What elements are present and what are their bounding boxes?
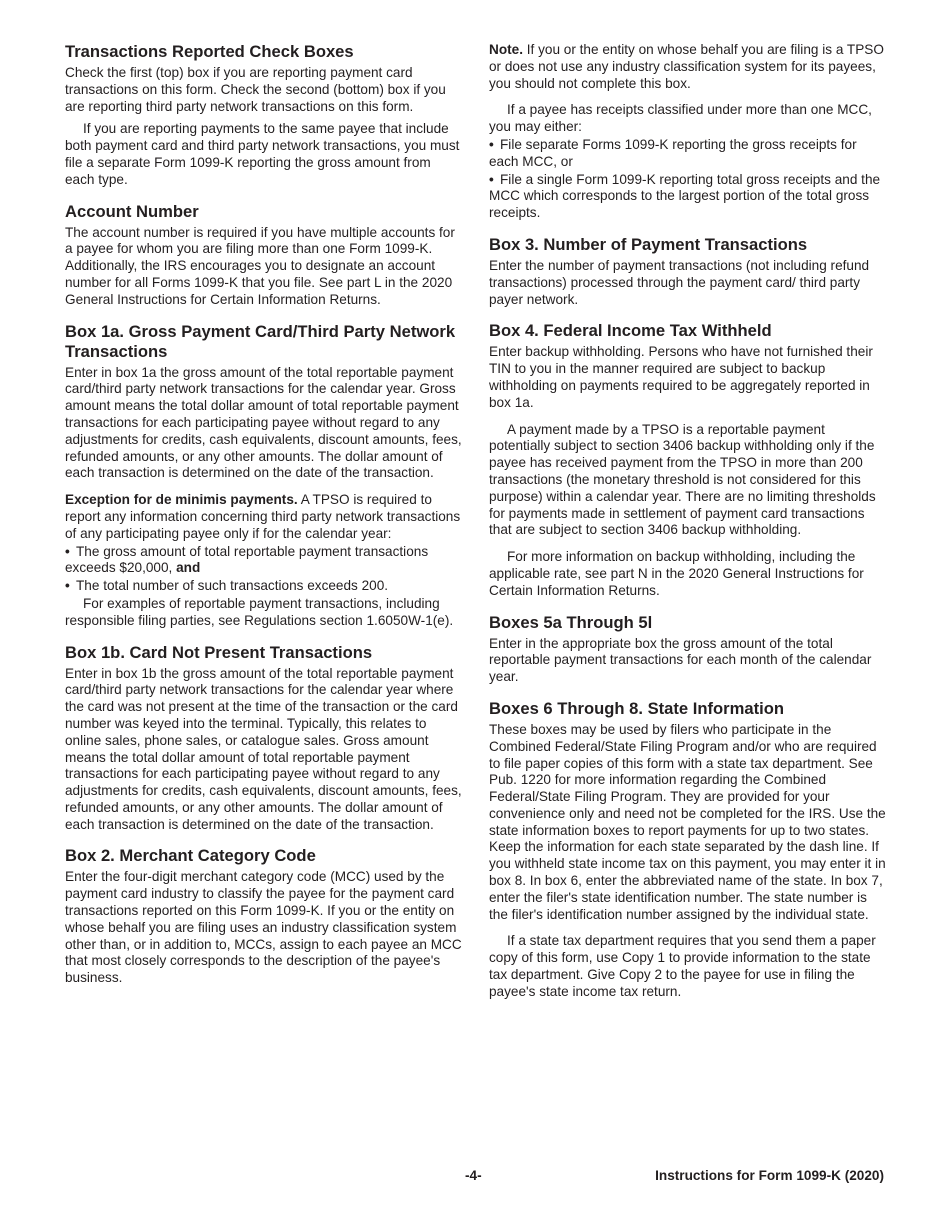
bullet-text: The gross amount of total reportable payment transactions exceeds $20,000, xyxy=(65,543,429,576)
note-text: If you or the entity on whose behalf you are filing is a TPSO or does not use any industry classification system for its payees, you should not complete this box. xyxy=(489,42,884,91)
section-box-6 xyxy=(489,699,886,1001)
note-label: Note. xyxy=(489,42,523,57)
bullet-item xyxy=(65,544,462,578)
section-account-number xyxy=(65,202,462,309)
section-box-4 xyxy=(489,321,886,599)
paragraph: Enter in box 1b the gross amount of the total reportable payment card/third party network transactions for the calendar year where the card was not present at the time of the transaction or the card number was keyed into the terminal. Typically, this relates to online sales, phone sales, or catalogue sales. Gross amount means the total dollar amount of total reportable payment transactions for each participating payee without regard to any adjustments for credits, cash equivalents, discount amounts, fees, refunded amounts, or any other amounts. The dollar amount of each transaction is determined on the date of the transaction. xyxy=(65,665,462,832)
section-note xyxy=(489,42,886,222)
paragraph: If a state tax department requires that you send them a paper copy of this form, use Copy 1 to provide information to the state tax department. Give Copy 2 to the payee for use in filing the payee's state income tax return. xyxy=(489,933,876,999)
bullet-and: and xyxy=(176,560,201,576)
paragraph: The account number is required if you have multiple accounts for a payee for whom you are filing more than one Form 1099-K. Additionally, the IRS encourages you to designate an account number for all Forms 1099-K that you file. See part L in the 2020 General Instructions for Certain Information Returns. xyxy=(65,224,455,307)
paragraph: Enter backup withholding. Persons who have not furnished their TIN to you in the manner required are subject to backup withholding on payments required to be aggregately reported in box 1a. xyxy=(489,344,873,410)
section-heading: Box 1b. Card Not Present Transactions xyxy=(65,642,373,662)
section-check-boxes xyxy=(65,42,462,189)
bullet-item xyxy=(489,137,886,171)
paragraph-exception xyxy=(65,492,462,542)
section-heading: Box 1a. Gross Payment Card/Third Party Network Transactions xyxy=(65,321,456,361)
paragraph: A payment made by a TPSO is a reportable payment potentially subject to section 3406 backup withholding only if the payee has received payment from the TPSO in more than 200 transactions (the monetary threshold is not considered for this purpose) within a calendar year. There are no limiting thresholds for payments made in settlement of payment card transactions that are subject to section 3406 backup withholding. xyxy=(489,421,876,538)
paragraph: For examples of reportable payment transactions, including responsible filing parties, see Regulations section 1.6050W-1(e). xyxy=(65,595,454,628)
paragraph: These boxes may be used by filers who participate in the Combined Federal/State Filing Program and/or who are required to file paper copies of this form with a state tax department. See Pub. 1220 for more information regarding the Combined Federal/State Filing Program. They are provided for your convenience only and need not be completed for the IRS. Use the state information boxes to report payments for up to two states. Keep the information for each state separated by the dash line. If you withheld state income tax on this payment, you may enter it in box 8. In box 6, enter the abbreviated name of the state. In box 7, enter the filer's state identification number. The state number is the filer's identification number assigned by the individual state. xyxy=(489,721,886,922)
bullet-icon: • xyxy=(65,543,70,559)
bullet-text: File a single Form 1099-K reporting total gross receipts and the MCC which corresponds to the largest portion of the total gross receipts. xyxy=(489,171,881,221)
section-box-1a xyxy=(65,322,462,630)
paragraph: For more information on backup withholding, including the applicable rate, see part N in the 2020 General Instructions for Certain Information Returns. xyxy=(489,549,864,598)
section-heading: Boxes 6 Through 8. State Information xyxy=(489,698,785,718)
section-box-2 xyxy=(65,846,462,987)
page-footer xyxy=(0,1168,950,1186)
page-number: -4- xyxy=(465,1168,482,1183)
paragraph: Enter in the appropriate box the gross amount of the total reportable payment transactions for each month of the calendar year. xyxy=(489,635,872,685)
bullet-icon: • xyxy=(489,171,494,187)
section-heading: Account Number xyxy=(65,201,199,221)
document-title: Instructions for Form 1099-K (2020) xyxy=(655,1168,884,1183)
paragraph: If you are reporting payments to the same payee that include both payment card and third party network transactions, you must file a separate Form 1099-K reporting the gross amount from each type. xyxy=(65,121,460,187)
exception-text: A TPSO is required to report any information concerning third party network transactions of any participating payee only if for the calendar year: xyxy=(65,492,461,541)
section-box-3 xyxy=(489,235,886,308)
bullet-text: File separate Forms 1099-K reporting the gross receipts for each MCC, or xyxy=(489,136,857,169)
section-heading: Box 2. Merchant Category Code xyxy=(65,846,316,866)
section-heading: Box 4. Federal Income Tax Withheld xyxy=(489,321,772,341)
bullet-text: The total number of such transactions exceeds 200. xyxy=(76,578,389,594)
section-box-5 xyxy=(489,613,886,686)
right-column xyxy=(489,42,886,1014)
section-heading: Transactions Reported Check Boxes xyxy=(65,42,354,61)
bullet-icon: • xyxy=(65,578,70,594)
paragraph: Enter the number of payment transactions (not including refund transactions) processed through the payment card/ third party payer network. xyxy=(489,257,870,307)
bullet-icon: • xyxy=(489,136,494,152)
exception-label: Exception for de minimis payments. xyxy=(65,492,298,508)
bullet-item xyxy=(65,578,462,595)
paragraph: Enter in box 1a the gross amount of the total reportable payment card/third party network transactions for the calendar year. Gross amount means the total dollar amount of total reportable payment transactions for each participating payee without regard to any adjustments for credits, cash equivalents, discount amounts, fees, refunded amounts, or any other amounts. The dollar amount of each transaction is determined on the date of the transaction. xyxy=(65,364,462,481)
section-heading: Box 3. Number of Payment Transactions xyxy=(489,234,808,254)
paragraph: Check the first (top) box if you are reporting payment card transactions on this form. Check the second (bottom) box if you are reporting third party network transactions on this form. xyxy=(65,65,446,114)
section-heading: Boxes 5a Through 5l xyxy=(489,612,653,632)
section-box-1b xyxy=(65,643,462,834)
paragraph: If a payee has receipts classified under more than one MCC, you may either: xyxy=(489,102,872,135)
left-column xyxy=(65,42,462,1000)
paragraph-note xyxy=(489,42,886,92)
bullet-item xyxy=(489,172,886,222)
paragraph: Enter the four-digit merchant category code (MCC) used by the payment card industry to classify the payee for the payment card transactions reported on this Form 1099-K. If you or the entity on whose behalf you are filing uses an industry classification system other than, or in addition to, MCCs, assign to each payee an MCC that most closely corresponds to the description of the payee's business. xyxy=(65,869,462,986)
